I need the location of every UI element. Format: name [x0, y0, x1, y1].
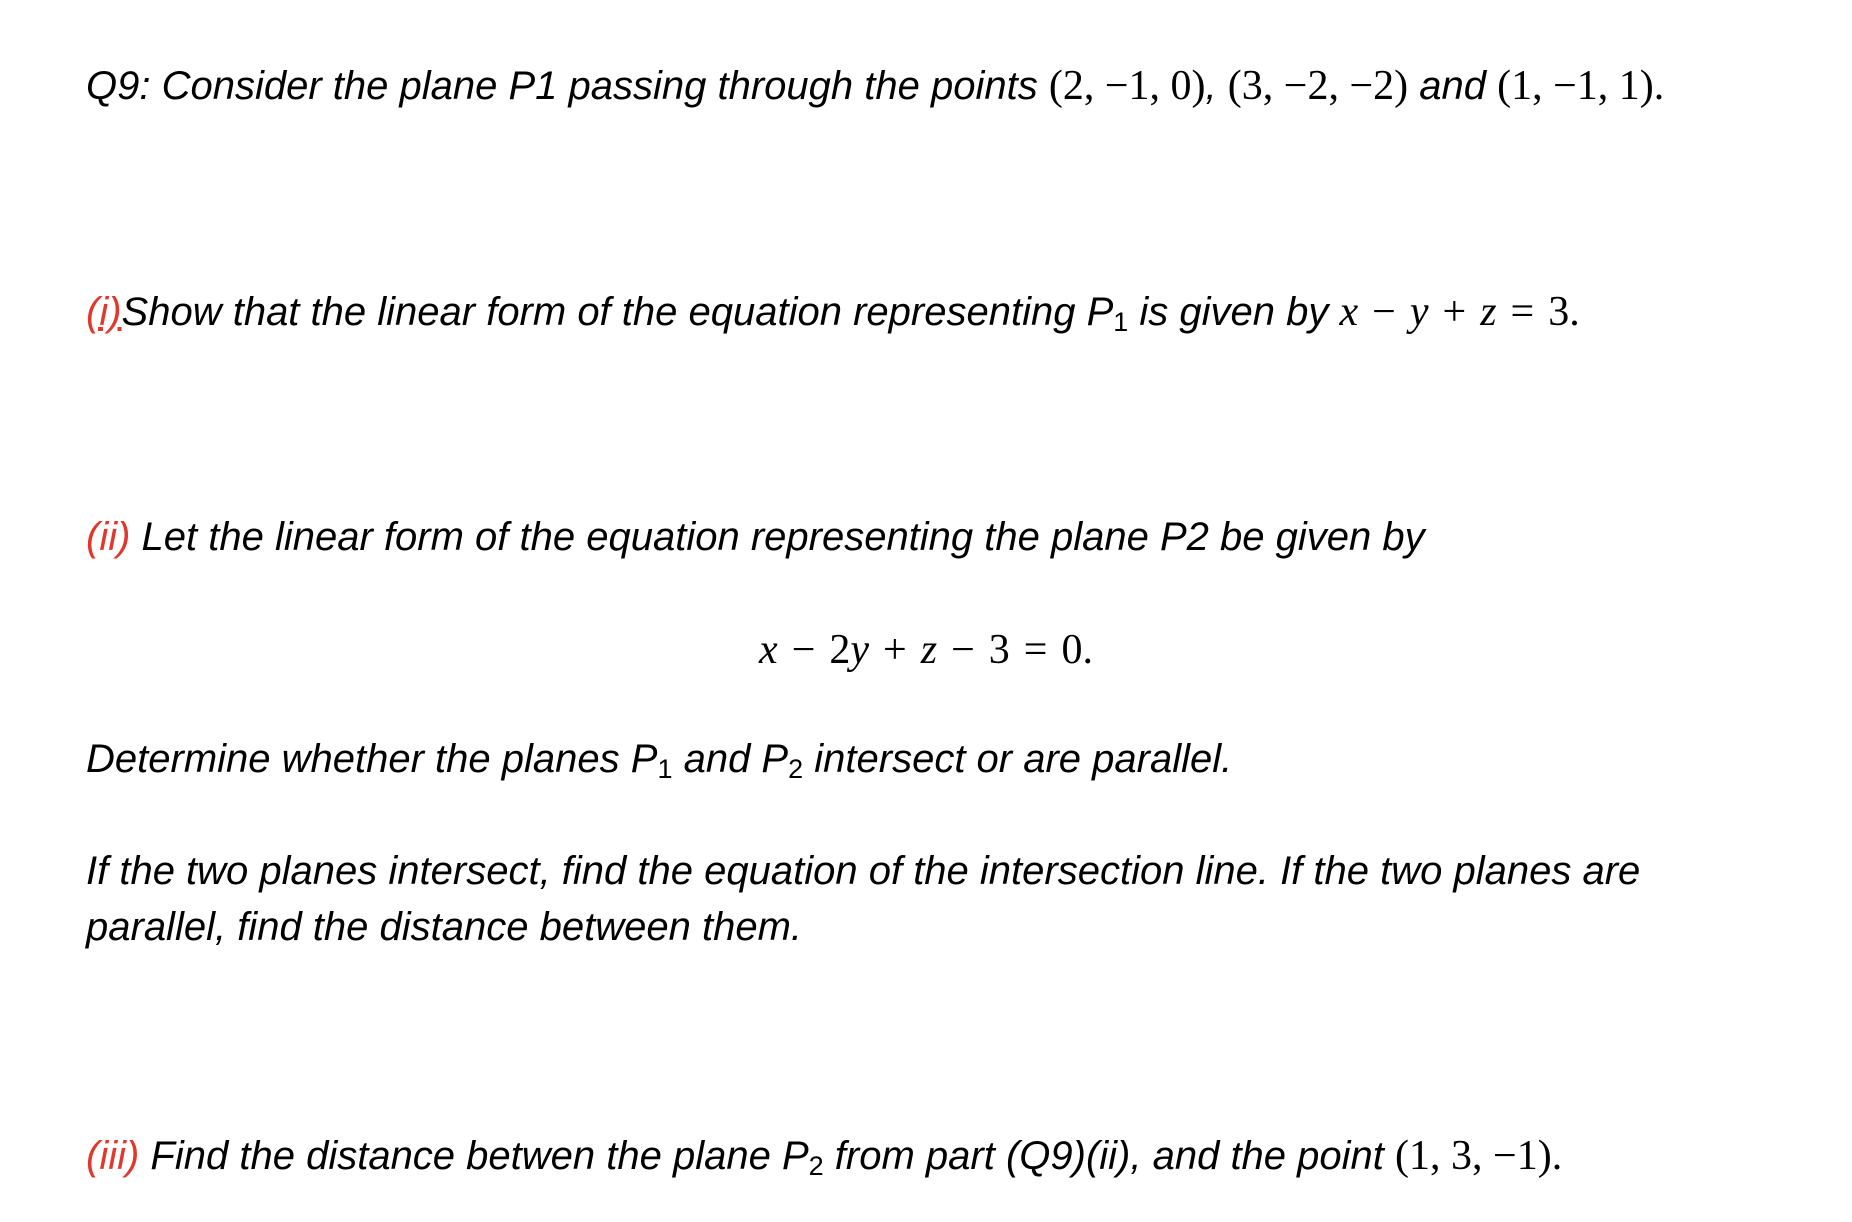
instruction-line-2: parallel, find the distance between them. — [86, 905, 802, 949]
plane-p2-equation: x − 2y + z − 3 = 0. — [759, 627, 1093, 673]
part-i-text-before: Show that the linear form of the equation representing P — [121, 290, 1114, 334]
instruction-line-1: If the two planes intersect, find the equation of the intersection line. If the two planes are — [86, 849, 1641, 893]
plane-p1-equation: x − y + z = 3. — [1339, 289, 1580, 335]
part-i — [86, 288, 1580, 336]
and-word: and — [1408, 64, 1498, 108]
part-ii-intro — [86, 514, 1425, 560]
part-iii-text-after: from part (Q9)(ii), and the point — [823, 1134, 1396, 1178]
part-iii — [86, 1132, 1562, 1180]
part-iii-end: . — [1551, 1133, 1563, 1179]
part-ii-label: (ii) — [86, 515, 131, 559]
point-c: (1, −1, 1) — [1497, 63, 1654, 109]
header-end: . — [1653, 63, 1665, 109]
determine-statement: Determine whether the planes P1 and P2 intersect or are parallel. — [86, 737, 1233, 784]
separator: , — [1205, 64, 1228, 108]
part-iii-label: (iii) — [86, 1134, 140, 1178]
part-i-subscript: 1 — [1113, 307, 1129, 337]
part-i-label: (i) — [86, 290, 122, 334]
part-iii-subscript: 2 — [808, 1151, 824, 1181]
part-i-text-after: is given by — [1128, 290, 1340, 334]
point-a: (2, −1, 0) — [1048, 63, 1206, 109]
point-b: (3, −2, −2) — [1227, 63, 1409, 109]
point-d: (1, 3, −1) — [1395, 1133, 1552, 1179]
question-header-text: Q9: Consider the plane P1 passing through the points — [86, 64, 1038, 108]
part-ii-text: Let the linear form of the equation representing the plane P2 be given by — [130, 515, 1425, 559]
part-iii-text-before: Find the distance betwen the plane P — [139, 1134, 809, 1178]
question-header — [86, 62, 1664, 110]
